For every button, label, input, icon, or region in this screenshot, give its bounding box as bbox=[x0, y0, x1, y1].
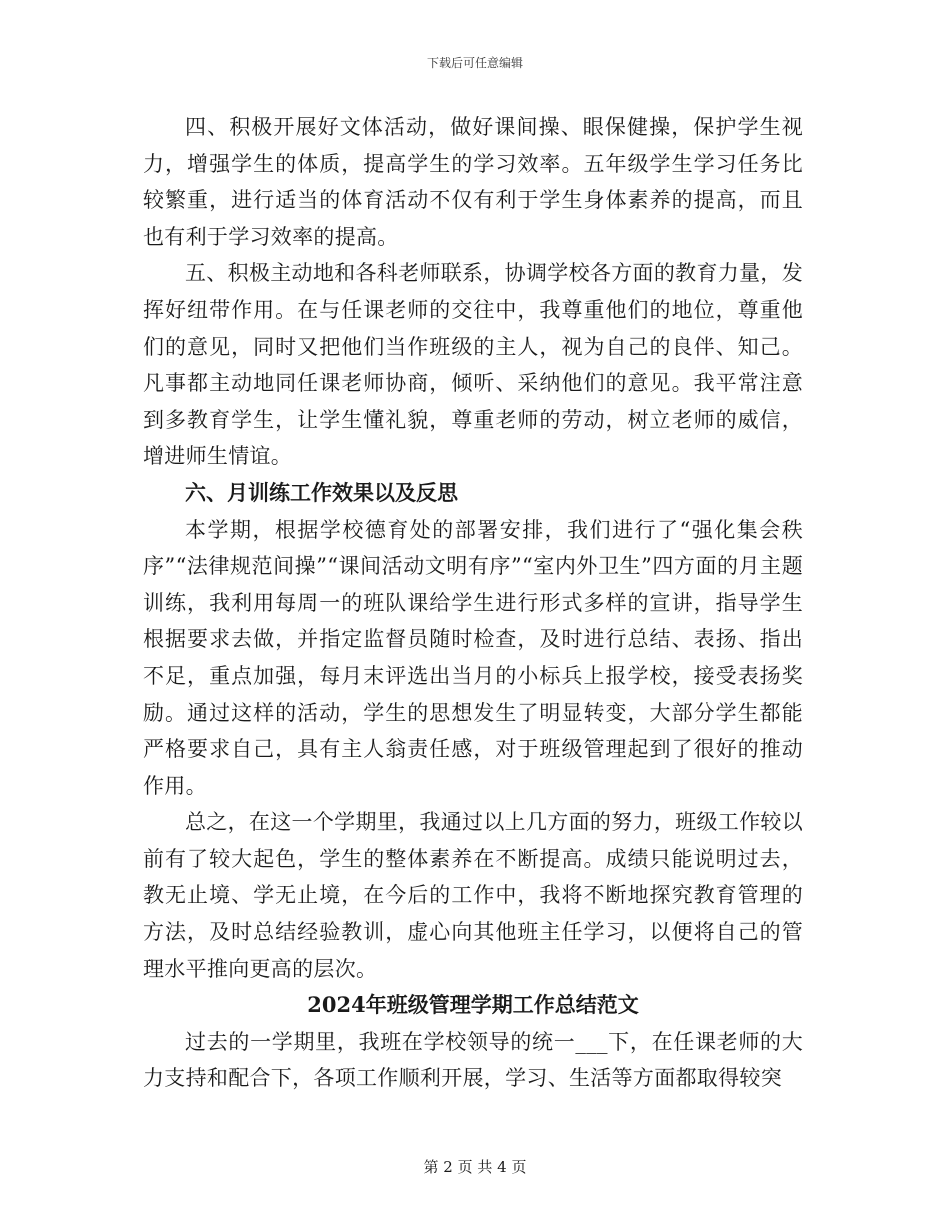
paragraph-summary: 总之，在这一个学期里，我通过以上几方面的努力，班级工作较以前有了较大起色，学生的整体素养在不断提高。成绩只能说明过去，教无止境、学无止境，在今后的工作中，我将不断地探究教育管理的方法，及时总结经验教训，虚心向其他班主任学习，以便将自己的管理水平推向更高的层次。 bbox=[143, 810, 803, 981]
header-note: 下载后可任意编辑 bbox=[426, 56, 523, 70]
paragraph-intro: 过去的一学期里，我班在学校领导的统一___下，在任课老师的大力支持和配合下，各项工作顺利开展，学习、生活等方面都取得较突 bbox=[143, 1029, 803, 1091]
paragraph-six: 本学期，根据学校德育处的部署安排，我们进行了“强化集会秩序”“法律规范间操”“课间活动文明有序”“室内外卫生”四方面的月主题训练，我利用每周一的班队课给学生进行形式多样的宣讲，指导学生根据要求去做，并指定监督员随时检查，及时进行总结、表扬、指出不足，重点加强，每月末评选出当月的小标兵上报学校，接受表扬奖励。通过这样的活动，学生的思想发生了明显转变，大部分学生都能严格要求自己，具有主人翁责任感，对于班级管理起到了很好的推动作用。 bbox=[143, 517, 803, 798]
document-title: 2024年班级管理学期工作总结范文 bbox=[307, 992, 639, 1018]
document-body bbox=[143, 109, 803, 1097]
section-heading-six: 六、月训练工作效果以及反思 bbox=[185, 479, 458, 505]
paragraph-five: 五、积极主动地和各科老师联系，协调学校各方面的教育力量，发挥好纽带作用。在与任课老师的交往中，我尊重他们的地位，尊重他们的意见，同时又把他们当作班级的主人，视为自己的良伴、知己。凡事都主动地同任课老师协商，倾听、采纳他们的意见。我平常注意到多教育学生，让学生懂礼貌，尊重老师的劳动，树立老师的威信，增进师生情谊。 bbox=[143, 261, 803, 469]
paragraph-four: 四、积极开展好文体活动，做好课间操、眼保健操，保护学生视力，增强学生的体质，提高学生的学习效率。五年级学生学习任务比较繁重，进行适当的体育活动不仅有利于学生身体素养的提高，而且也有利于学习效率的提高。 bbox=[143, 115, 803, 249]
page-number: 第 2 页 共 4 页 bbox=[423, 1158, 527, 1176]
